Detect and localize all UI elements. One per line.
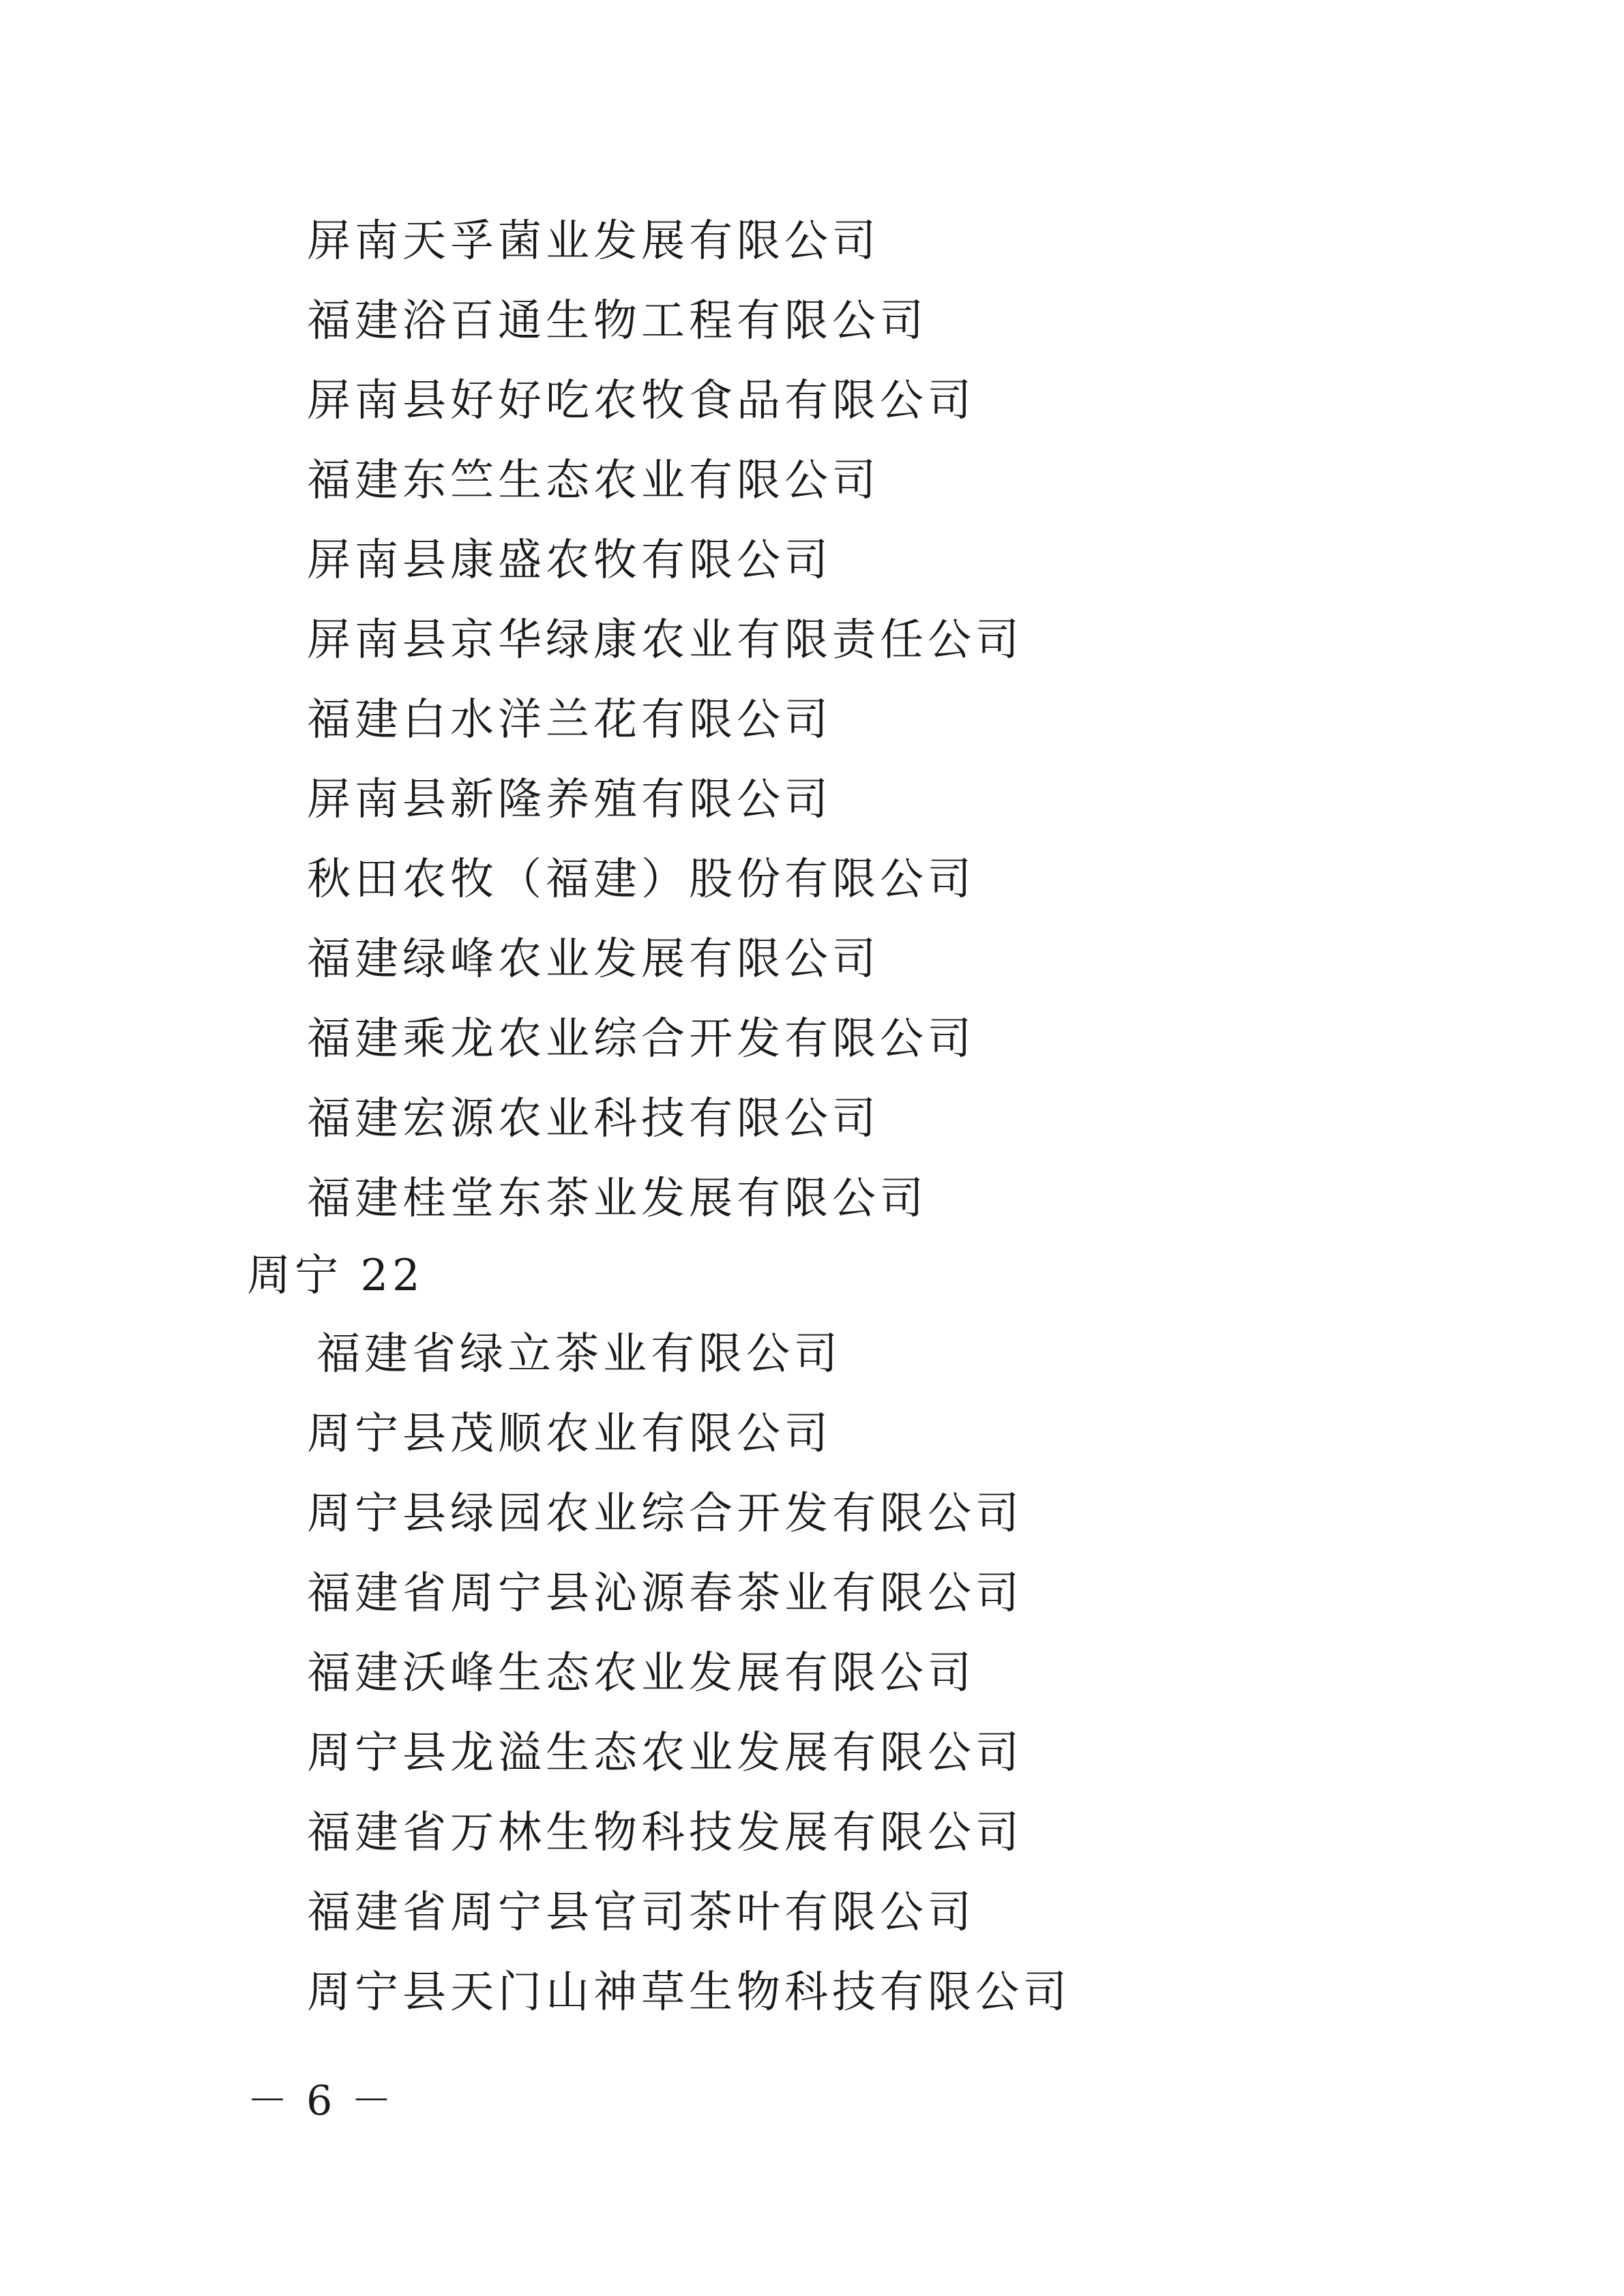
list-item: 福建省万林生物科技发展有限公司: [307, 1808, 1023, 1858]
list-item: 周宁县龙溢生态农业发展有限公司: [307, 1728, 1023, 1778]
list-item: 福建沃峰生态农业发展有限公司: [307, 1648, 975, 1699]
zhouning-company-list: [307, 1315, 1466, 2033]
page-number: － 6 －: [247, 2077, 395, 2125]
list-item: 福建白水洋兰花有限公司: [307, 695, 832, 745]
pingnan-company-list: [307, 202, 1466, 1239]
list-item: 福建乘龙农业综合开发有限公司: [307, 1014, 975, 1064]
list-item: 周宁县绿园农业综合开发有限公司: [307, 1489, 1023, 1539]
list-item: 屏南县新隆养殖有限公司: [307, 775, 832, 825]
list-item: 福建省周宁县沁源春茶业有限公司: [307, 1568, 1023, 1619]
list-item: 屏南县好好吃农牧食品有限公司: [307, 376, 975, 426]
list-item: 屏南县康盛农牧有限公司: [307, 535, 832, 586]
list-item: 周宁县茂顺农业有限公司: [307, 1409, 832, 1459]
list-item: 福建桂堂东茶业发展有限公司: [307, 1174, 928, 1224]
list-item: 福建绿峰农业发展有限公司: [307, 934, 880, 985]
section-heading-zhouning: 周宁 22: [247, 1251, 424, 1301]
list-item: 福建浴百通生物工程有限公司: [307, 296, 928, 346]
list-item: 福建省绿立茶业有限公司: [316, 1329, 842, 1380]
list-item: 福建宏源农业科技有限公司: [307, 1094, 880, 1144]
list-item: 屏南天孚菌业发展有限公司: [307, 216, 880, 267]
list-item: 福建东竺生态农业有限公司: [307, 456, 880, 506]
list-item: 周宁县天门山神草生物科技有限公司: [307, 1967, 1071, 2018]
list-item: 秋田农牧（福建）股份有限公司: [307, 854, 975, 905]
list-item: 屏南县京华绿康农业有限责任公司: [307, 615, 1023, 666]
list-item: 福建省周宁县官司茶叶有限公司: [307, 1888, 975, 1938]
